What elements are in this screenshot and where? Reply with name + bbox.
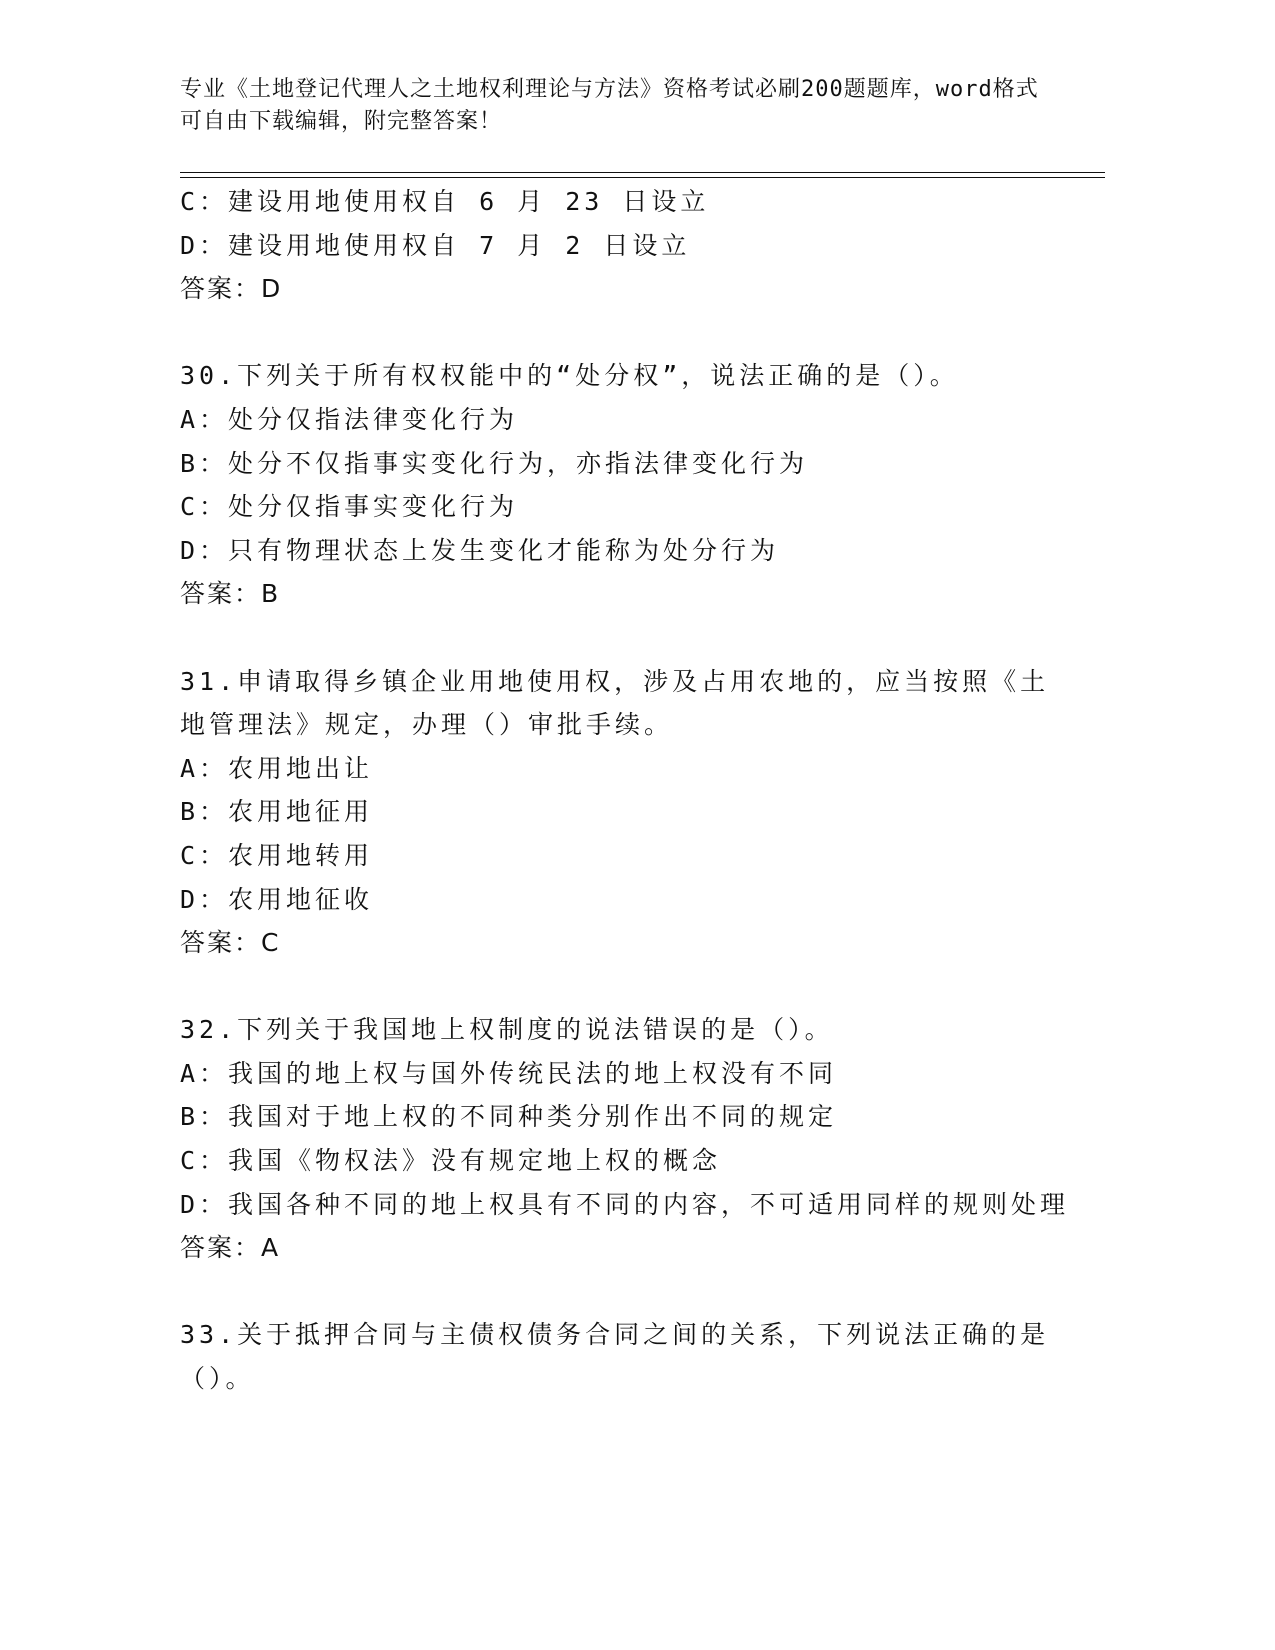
question-stem: 30.下列关于所有权权能中的“处分权”，说法正确的是（）。	[180, 361, 959, 391]
header-divider-top	[180, 172, 1105, 173]
option-a: A：处分仅指法律变化行为	[180, 404, 519, 434]
option-c: C：处分仅指事实变化行为	[180, 492, 519, 522]
document-header: 专业《土地登记代理人之土地权利理论与方法》资格考试必刷200题题库，word格式可自由下载编辑，附完整答案！	[180, 77, 1039, 134]
option-b: B：我国对于地上权的不同种类分别作出不同的规定	[180, 1102, 838, 1132]
option-d: D：只有物理状态上发生变化才能称为处分行为	[180, 535, 780, 565]
answer-label: 答案：A	[180, 1233, 281, 1263]
option-a: A：我国的地上权与国外传统民法的地上权没有不同	[180, 1058, 838, 1088]
spacer	[180, 965, 1060, 1009]
option-b: B：处分不仅指事实变化行为，亦指法律变化行为	[180, 448, 809, 478]
option-d: D：农用地征收	[180, 884, 374, 914]
question-32	[180, 1008, 1070, 1270]
question-33	[180, 1313, 1060, 1400]
option-c: C：我国《物权法》没有规定地上权的概念	[180, 1146, 722, 1176]
option-d: D：我国各种不同的地上权具有不同的内容，不可适用同样的规则处理	[180, 1189, 1070, 1219]
option-a: A：农用地出让	[180, 753, 374, 783]
answer-label: 答案：B	[180, 579, 281, 609]
option-c: C：农用地转用	[180, 840, 374, 870]
header-divider-bottom	[180, 177, 1105, 178]
option-c: C：建设用地使用权自 6 月 23 日设立	[180, 187, 710, 216]
answer-label: 答案：D	[180, 274, 283, 304]
question-stem: 33.关于抵押合同与主债权债务合同之间的关系，下列说法正确的是（）。	[180, 1320, 1050, 1394]
question-stem: 32.下列关于我国地上权制度的说法错误的是（）。	[180, 1015, 834, 1045]
question-stem: 31.申请取得乡镇企业用地使用权，涉及占用农地的，应当按照《土地管理法》规定，办理（）审批手续。	[180, 666, 1050, 740]
answer-label: 答案：C	[180, 928, 281, 958]
question-31	[180, 660, 1060, 965]
spacer	[180, 311, 1060, 355]
option-d: D：建设用地使用权自 7 月 2 日设立	[180, 230, 691, 260]
spacer	[180, 1270, 1060, 1314]
spacer	[180, 616, 1060, 660]
question-30	[180, 354, 1060, 616]
question-list	[180, 180, 1070, 1401]
question-29-tail	[180, 180, 1060, 311]
option-b: B：农用地征用	[180, 797, 374, 827]
